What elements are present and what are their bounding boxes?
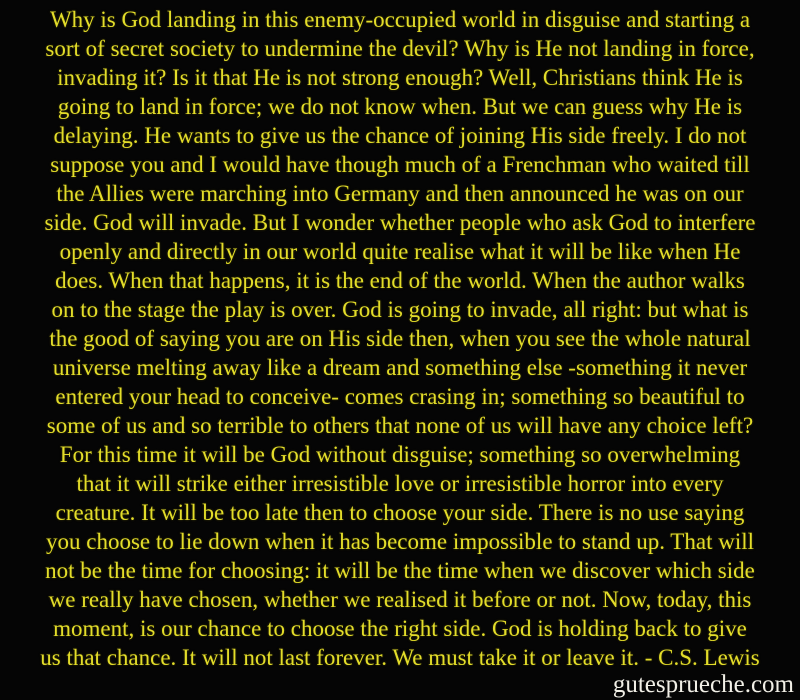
quote-line: For this time it will be God without disguise; something so overwhelming	[59, 442, 741, 467]
quote-line: Why is God landing in this enemy-occupied world in disguise and starting a	[49, 7, 751, 32]
quote-line: side. God will invade. But I wonder whether people who ask God to interfere	[44, 210, 756, 235]
quote-line: some of us and so terrible to others that none of us will have any choice left?	[46, 413, 754, 438]
quote-text	[0, 5, 800, 672]
quote-line: universe melting away like a dream and something else -something it never	[52, 355, 748, 380]
quote-line: moment, is our chance to choose the right side. God is holding back to give	[53, 616, 747, 641]
quote-line: creature. It will be too late then to choose your side. There is no use saying	[55, 500, 745, 525]
quote-line: delaying. He wants to give us the chance of joining His side freely. I do not	[53, 123, 747, 148]
quote-line: not be the time for choosing: it will be the time when we discover which side	[45, 558, 755, 583]
quote-line: suppose you and I would have though much of a Frenchman who waited till	[50, 152, 750, 177]
quote-line: that it will strike either irresistible love or irresistible horror into every	[76, 471, 724, 496]
quote-line: we really have chosen, whether we realised it before or not. Now, today, this	[48, 587, 752, 612]
quote-line: us that chance. It will not last forever. We must take it or leave it. - C.S. Lewis	[40, 645, 760, 670]
quote-line: entered your head to conceive- comes crasing in; something so beautiful to	[55, 384, 745, 409]
quote-line: the Allies were marching into Germany and then announced he was on our	[56, 181, 744, 206]
watermark: gutesprueche.com	[612, 671, 794, 698]
quote-line: openly and directly in our world quite realise what it will be like when He	[59, 239, 741, 264]
quote-line: does. When that happens, it is the end of the world. When the author walks	[55, 268, 745, 293]
quote-line: on to the stage the play is over. God is going to invade, all right: but what is	[51, 297, 749, 322]
quote-line: sort of secret society to undermine the devil? Why is He not landing in force,	[45, 36, 755, 61]
quote-line: invading it? Is it that He is not strong enough? Well, Christians think He is	[57, 65, 743, 90]
quote-line: going to land in force; we do not know when. But we can guess why He is	[57, 94, 743, 119]
quote-line: you choose to lie down when it has become impossible to stand up. That will	[45, 529, 754, 554]
quote-line: the good of saying you are on His side then, when you see the whole natural	[49, 326, 751, 351]
